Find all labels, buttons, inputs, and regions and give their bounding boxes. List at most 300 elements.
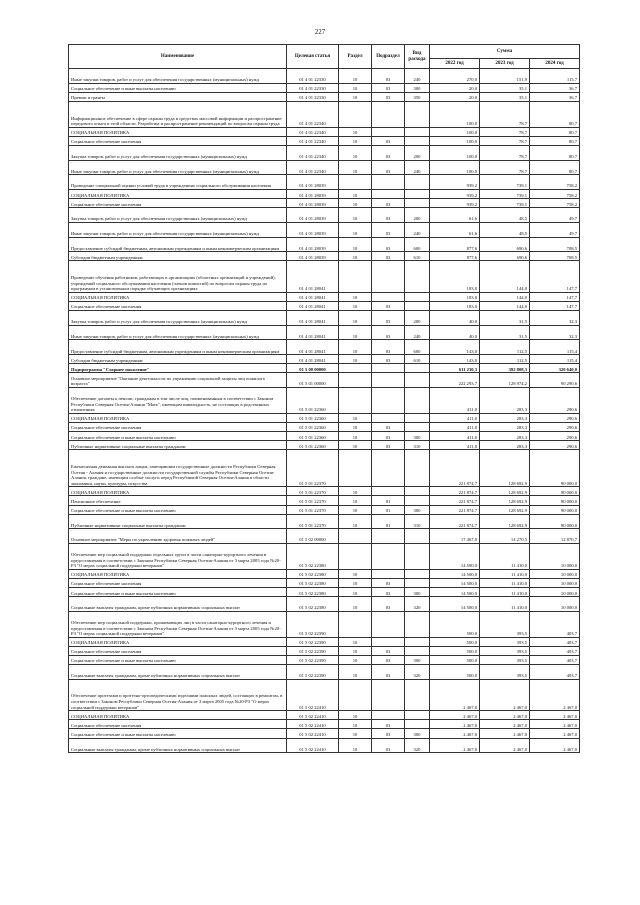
row-sum-2023: 393,5 <box>480 637 530 646</box>
table-row <box>69 311 580 326</box>
row-sum-2024: 32,3 <box>530 311 580 326</box>
row-subsection: 03 <box>372 252 405 261</box>
table-row <box>69 199 580 208</box>
row-sum-2024: 36,7 <box>530 83 580 92</box>
row-name: Социальное обеспечение населения <box>69 422 287 431</box>
row-expense-type: 240 <box>405 325 430 340</box>
table-row <box>69 364 580 373</box>
row-subsection <box>372 190 405 199</box>
row-section: 10 <box>339 487 372 496</box>
row-sum-2022: 411,0 <box>430 413 480 422</box>
row-sum-2022: 411,0 <box>430 422 480 431</box>
row-subsection: 03 <box>372 311 405 326</box>
header-target: Целевая статья <box>287 45 339 69</box>
table-row <box>69 720 580 729</box>
row-expense-type: 300 <box>405 588 430 597</box>
row-sum-2024: 115,4 <box>530 340 580 355</box>
row-sum-2022: 183,0 <box>430 292 480 301</box>
row-section: 10 <box>339 340 372 355</box>
row-sum-2023: 11 410,0 <box>480 569 530 578</box>
row-sum-2024: 147,7 <box>530 261 580 293</box>
row-sum-2022: 500,0 <box>430 611 480 637</box>
row-name: Социальное обеспечение и иные выплаты населению <box>69 505 287 514</box>
row-target: 01 5 01 22360 <box>287 441 339 450</box>
row-sum-2022: 411,0 <box>430 432 480 441</box>
row-subsection <box>372 450 405 487</box>
row-subsection <box>372 544 405 570</box>
row-subsection: 03 <box>372 208 405 223</box>
row-name: Публичные нормативные социальные выплаты гражданам <box>69 441 287 450</box>
row-name: Проведение обучения работников, работающих в организациях (областных организаций и учреждений), учреждений социального обслуживания населения (членов комиссий) по вопросам охраны труда по программам в установленном порядке обучающих организациях <box>69 261 287 293</box>
row-target: 01 5 02 22410 <box>287 729 339 738</box>
table-row <box>69 432 580 441</box>
row-expense-type: 610 <box>405 252 430 261</box>
row-section <box>339 175 372 190</box>
table-row <box>69 160 580 175</box>
row-expense-type: 200 <box>405 311 430 326</box>
row-name: СОЦИАЛЬНАЯ ПОЛИТИКА <box>69 487 287 496</box>
row-sum-2022: 2 467,0 <box>430 720 480 729</box>
row-name: Информационное обеспечение в сфере охраны труда в средствах массовой информации и распространение передового опыта в этой области. Разработка и распространение рекомендаций по вопросам охраны труда <box>69 101 287 127</box>
row-sum-2023: 11 410,0 <box>480 544 530 570</box>
row-sum-2024: 2 467,0 <box>530 738 580 753</box>
row-section: 10 <box>339 92 372 101</box>
row-sum-2024: 80,7 <box>530 136 580 145</box>
table-row <box>69 514 580 529</box>
row-expense-type: 200 <box>405 208 430 223</box>
row-sum-2023: 128 692,9 <box>480 505 530 514</box>
row-sum-2024: 80,7 <box>530 160 580 175</box>
row-expense-type: 240 <box>405 222 430 237</box>
row-subsection <box>372 569 405 578</box>
table-row <box>69 529 580 544</box>
table-row <box>69 569 580 578</box>
row-sum-2024: 115,7 <box>530 69 580 84</box>
row-expense-type: 240 <box>405 160 430 175</box>
row-sum-2023: 78,7 <box>480 127 530 136</box>
row-subsection <box>372 611 405 637</box>
row-sum-2022: 100,0 <box>430 145 480 160</box>
row-section: 10 <box>339 83 372 92</box>
row-sum-2022: 183,0 <box>430 301 480 310</box>
table-row <box>69 450 580 487</box>
row-sum-2024: 403,7 <box>530 655 580 664</box>
row-target: 01 5 02 22390 <box>287 646 339 655</box>
row-subsection <box>372 679 405 711</box>
row-target: 01 5 02 22390 <box>287 665 339 680</box>
row-name: Обеспечение доплаты к пенсии, гражданам в том числе лиц, поименованным в соответствии с Законом Республики Северная Осетия-Алания "Мать", имеющим инвалидность, не состоящих в родственных отношениях <box>69 387 287 413</box>
row-sum-2023: 128 692,9 <box>480 487 530 496</box>
row-subsection <box>372 711 405 720</box>
row-subsection <box>372 487 405 496</box>
row-expense-type <box>405 422 430 431</box>
row-target: 01 5 02 22380 <box>287 544 339 570</box>
header-name: Наименование <box>69 45 287 69</box>
row-target: 01 4 01 22330 <box>287 69 339 84</box>
row-section: 10 <box>339 569 372 578</box>
row-expense-type <box>405 387 430 413</box>
row-expense-type <box>405 413 430 422</box>
row-expense-type: 310 <box>405 514 430 529</box>
row-target: 01 5 01 22370 <box>287 505 339 514</box>
row-name: СОЦИАЛЬНАЯ ПОЛИТИКА <box>69 569 287 578</box>
row-name: Закупка товаров, работ и услуг для обеспечения государственных (муниципальных) нужд <box>69 145 287 160</box>
row-name: Социальное обеспечение населения <box>69 578 287 587</box>
budget-table <box>68 44 580 753</box>
row-target: 01 4 01 22340 <box>287 136 339 145</box>
row-expense-type <box>405 544 430 570</box>
row-section: 10 <box>339 160 372 175</box>
table-row <box>69 413 580 422</box>
row-sum-2023: 2 467,0 <box>480 729 530 738</box>
row-name: Предоставление субсидий бюджетным, автономным учреждениям и иным некоммерческим организациям <box>69 340 287 355</box>
row-subsection: 03 <box>372 325 405 340</box>
row-target: 01 4 01 28039 <box>287 190 339 199</box>
row-subsection: 03 <box>372 432 405 441</box>
row-name: Закупка товаров, работ и услуг для обеспечения государственных (муниципальных) нужд <box>69 311 287 326</box>
row-expense-type: 300 <box>405 505 430 514</box>
row-sum-2022: 2 467,0 <box>430 711 480 720</box>
row-sum-2024: 90 000,0 <box>530 496 580 505</box>
row-sum-2022: 2 467,0 <box>430 738 480 753</box>
table-row <box>69 637 580 646</box>
row-sum-2023: 78,7 <box>480 101 530 127</box>
row-sum-2024: 12 870,7 <box>530 529 580 544</box>
row-expense-type: 320 <box>405 665 430 680</box>
row-sum-2022: 14 500,0 <box>430 569 480 578</box>
row-target: 01 4 01 22340 <box>287 127 339 136</box>
row-name: Субсидии бюджетным учреждениям <box>69 252 287 261</box>
table-row <box>69 190 580 199</box>
row-section: 10 <box>339 222 372 237</box>
row-section: 10 <box>339 729 372 738</box>
row-subsection <box>372 637 405 646</box>
row-target: 01 5 02 22410 <box>287 711 339 720</box>
row-name: Иные закупки товаров, работ и услуг для обеспечения государственных (муниципальных) нужд <box>69 69 287 84</box>
row-name: СОЦИАЛЬНАЯ ПОЛИТИКА <box>69 127 287 136</box>
table-row <box>69 301 580 310</box>
table-row <box>69 261 580 293</box>
row-section: 10 <box>339 646 372 655</box>
row-target: 01 5 02 22380 <box>287 597 339 612</box>
row-target: 01 5 01 00000 <box>287 373 339 388</box>
row-sum-2022: 14 500,0 <box>430 588 480 597</box>
row-sum-2023: 112,5 <box>480 340 530 355</box>
row-sum-2023: 128 692,9 <box>480 514 530 529</box>
row-sum-2022: 100,0 <box>430 136 480 145</box>
row-section <box>339 529 372 544</box>
table-row <box>69 646 580 655</box>
row-expense-type: 610 <box>405 355 430 364</box>
row-target: 01 4 01 28041 <box>287 325 339 340</box>
table-row <box>69 208 580 223</box>
row-expense-type: 310 <box>405 441 430 450</box>
row-section: 10 <box>339 711 372 720</box>
row-name: Социальные выплаты гражданам, кроме публичных нормативных социальных выплат <box>69 597 287 612</box>
row-sum-2024: 10 000,0 <box>530 578 580 587</box>
row-sum-2024: 36,7 <box>530 92 580 101</box>
row-subsection: 03 <box>372 222 405 237</box>
row-name: Проведение специальной оценки условий труда в учреждениях социального обслуживания населения <box>69 175 287 190</box>
table-row <box>69 136 580 145</box>
table-row <box>69 101 580 127</box>
row-sum-2022: 500,0 <box>430 665 480 680</box>
row-sum-2022: 877,6 <box>430 252 480 261</box>
row-sum-2022: 40,0 <box>430 325 480 340</box>
row-target: 01 4 01 28041 <box>287 311 339 326</box>
row-name: Социальное обеспечение и иные выплаты населению <box>69 729 287 738</box>
row-sum-2023: 31,5 <box>480 311 530 326</box>
row-sum-2022: 500,0 <box>430 646 480 655</box>
table-row <box>69 611 580 637</box>
row-sum-2024: 290,6 <box>530 441 580 450</box>
row-expense-type <box>405 711 430 720</box>
row-expense-type <box>405 175 430 190</box>
row-subsection: 01 <box>372 505 405 514</box>
row-name: Иные закупки товаров, работ и услуг для обеспечения государственных (муниципальных) нужд <box>69 222 287 237</box>
row-sum-2023: 283,3 <box>480 441 530 450</box>
row-sum-2024: 80,7 <box>530 145 580 160</box>
row-subsection: 03 <box>372 160 405 175</box>
row-name: Основное мероприятие "Меры по укреплению здоровья пожилых людей" <box>69 529 287 544</box>
row-name: СОЦИАЛЬНАЯ ПОЛИТИКА <box>69 413 287 422</box>
row-sum-2023: 739,1 <box>480 175 530 190</box>
row-expense-type: 350 <box>405 92 430 101</box>
row-sum-2023: 151,9 <box>480 69 530 84</box>
row-sum-2023: 2 467,0 <box>480 711 530 720</box>
row-sum-2023: 283,3 <box>480 413 530 422</box>
row-target: 01 4 01 22340 <box>287 160 339 175</box>
row-subsection <box>372 373 405 388</box>
row-sum-2023: 393,5 <box>480 665 530 680</box>
row-sum-2023: 78,7 <box>480 160 530 175</box>
table-row <box>69 544 580 570</box>
row-expense-type <box>405 487 430 496</box>
row-name: Обеспечение мер социальной поддержки отдельных групп в части санаторно-курортного лечения и предоставления в соответствии с Законом Республики Северная Осетия-Алания от 3 марта 2005 года №20-РЗ "О мерах социальной поддержки ветеранов" <box>69 544 287 570</box>
row-name: Социальное обеспечение населения <box>69 199 287 208</box>
row-sum-2022: 14 500,0 <box>430 597 480 612</box>
row-section: 10 <box>339 432 372 441</box>
table-row <box>69 665 580 680</box>
table-row <box>69 597 580 612</box>
row-sum-2022: 939,2 <box>430 175 480 190</box>
row-subsection: 03 <box>372 301 405 310</box>
row-name: Закупка товаров, работ и услуг для обеспечения государственных (муниципальных) нужд <box>69 208 287 223</box>
row-section <box>339 101 372 127</box>
row-sum-2023: 35,1 <box>480 92 530 101</box>
row-expense-type <box>405 578 430 587</box>
table-row <box>69 83 580 92</box>
row-sum-2022: 100,0 <box>430 127 480 136</box>
row-sum-2024: 290,6 <box>530 387 580 413</box>
row-sum-2022: 500,0 <box>430 655 480 664</box>
row-sum-2023: 78,7 <box>480 145 530 160</box>
row-target: 01 5 01 22360 <box>287 422 339 431</box>
row-sum-2024: 147,7 <box>530 292 580 301</box>
row-sum-2023: 2 467,0 <box>480 720 530 729</box>
row-subsection: 03 <box>372 441 405 450</box>
table-row <box>69 237 580 252</box>
row-target: 01 5 01 22370 <box>287 514 339 529</box>
row-expense-type: 300 <box>405 655 430 664</box>
row-target: 01 5 02 22390 <box>287 637 339 646</box>
row-target: 01 4 01 28039 <box>287 208 339 223</box>
row-sum-2024: 90 000,0 <box>530 450 580 487</box>
row-target: 01 5 02 22380 <box>287 588 339 597</box>
table-row <box>69 69 580 84</box>
row-sum-2024: 403,7 <box>530 665 580 680</box>
row-subsection <box>372 364 405 373</box>
row-sum-2024: 403,7 <box>530 646 580 655</box>
row-sum-2024: 758,2 <box>530 199 580 208</box>
row-sum-2022: 221 874,7 <box>430 496 480 505</box>
row-sum-2023: 128 692,9 <box>480 496 530 505</box>
header-expense-type: Вид расхода <box>405 45 430 69</box>
row-subsection: 03 <box>372 729 405 738</box>
row-sum-2023: 690,6 <box>480 252 530 261</box>
row-sum-2023: 31,5 <box>480 325 530 340</box>
row-section <box>339 364 372 373</box>
row-expense-type <box>405 364 430 373</box>
row-target: 01 5 00 00000 <box>287 364 339 373</box>
row-section: 10 <box>339 588 372 597</box>
table-row <box>69 729 580 738</box>
table-row <box>69 655 580 664</box>
row-subsection: 03 <box>372 69 405 84</box>
row-sum-2023: 392 808,3 <box>480 364 530 373</box>
row-target: 01 4 01 22340 <box>287 145 339 160</box>
header-sum: Сумма <box>430 45 580 59</box>
row-name: Предоставление субсидий бюджетным, автономным учреждениям и иным некоммерческим организациям <box>69 237 287 252</box>
table-row <box>69 679 580 711</box>
row-expense-type: 300 <box>405 432 430 441</box>
row-subsection: 03 <box>372 422 405 431</box>
table-row <box>69 145 580 160</box>
row-sum-2023: 11 410,0 <box>480 597 530 612</box>
row-subsection <box>372 101 405 127</box>
row-section: 10 <box>339 441 372 450</box>
row-subsection <box>372 387 405 413</box>
row-target: 01 4 01 22340 <box>287 101 339 127</box>
row-sum-2022: 20,0 <box>430 92 480 101</box>
row-section: 10 <box>339 199 372 208</box>
row-section: 10 <box>339 422 372 431</box>
row-name: Социальное обеспечение и иные выплаты населению <box>69 432 287 441</box>
row-sum-2023: 144,0 <box>480 261 530 293</box>
row-sum-2024: 290,6 <box>530 432 580 441</box>
row-section: 10 <box>339 252 372 261</box>
row-expense-type <box>405 450 430 487</box>
row-sum-2022: 222 293,7 <box>430 373 480 388</box>
row-expense-type <box>405 301 430 310</box>
row-target: 01 5 02 22380 <box>287 578 339 587</box>
row-sum-2022: 2 467,0 <box>430 679 480 711</box>
row-section <box>339 387 372 413</box>
row-sum-2024: 10 000,0 <box>530 544 580 570</box>
row-sum-2022: 411,0 <box>430 441 480 450</box>
row-sum-2022: 221 874,7 <box>430 505 480 514</box>
row-sum-2022: 221 874,7 <box>430 487 480 496</box>
row-sum-2024: 403,7 <box>530 611 580 637</box>
row-sum-2024: 49,7 <box>530 208 580 223</box>
row-section: 10 <box>339 136 372 145</box>
row-sum-2023: 128 692,9 <box>480 450 530 487</box>
row-subsection: 03 <box>372 597 405 612</box>
row-expense-type <box>405 136 430 145</box>
row-sum-2022: 14 500,0 <box>430 544 480 570</box>
row-sum-2023: 283,3 <box>480 387 530 413</box>
row-section: 10 <box>339 292 372 301</box>
row-target: 01 5 02 22390 <box>287 655 339 664</box>
row-name: СОЦИАЛЬНАЯ ПОЛИТИКА <box>69 711 287 720</box>
row-name: Социальное обеспечение и иные выплаты населению <box>69 655 287 664</box>
row-name: Социальные выплаты гражданам, кроме публичных нормативных социальных выплат <box>69 738 287 753</box>
row-subsection: 03 <box>372 588 405 597</box>
row-target: 01 4 01 22330 <box>287 92 339 101</box>
row-target: 01 5 02 22410 <box>287 720 339 729</box>
row-name: СОЦИАЛЬНАЯ ПОЛИТИКА <box>69 637 287 646</box>
row-name: Социальное обеспечение и иные выплаты населению <box>69 83 287 92</box>
row-expense-type: 320 <box>405 597 430 612</box>
row-subsection: 03 <box>372 237 405 252</box>
row-sum-2023: 144,0 <box>480 301 530 310</box>
row-sum-2022: 411,0 <box>430 387 480 413</box>
row-expense-type <box>405 190 430 199</box>
table-row <box>69 578 580 587</box>
row-sum-2023: 283,3 <box>480 432 530 441</box>
row-sum-2023: 78,7 <box>480 136 530 145</box>
row-name: Социальное обеспечение населения <box>69 720 287 729</box>
row-expense-type <box>405 646 430 655</box>
row-subsection: 03 <box>372 655 405 664</box>
row-sum-2023: 11 410,0 <box>480 588 530 597</box>
row-sum-2022: 100,0 <box>430 160 480 175</box>
row-sum-2024: 708,5 <box>530 252 580 261</box>
table-row <box>69 252 580 261</box>
row-section: 10 <box>339 514 372 529</box>
row-subsection <box>372 529 405 544</box>
row-target: 01 5 01 22370 <box>287 450 339 487</box>
row-name: Публичные нормативные социальные выплаты гражданам <box>69 514 287 529</box>
row-name: Обеспечение мер социальной поддержки, проживающих лиц в части санаторно-курортного лечения и предоставления в соответствии с Законом Республики Северная Осетия-Алания от 3 марта 2005 года №20-РЗ "О мерах социальной поддержки ветеранов" <box>69 611 287 637</box>
row-sum-2023: 14 270,5 <box>480 529 530 544</box>
header-section: Раздел <box>339 45 372 69</box>
row-section: 10 <box>339 69 372 84</box>
row-target: 01 5 01 22370 <box>287 487 339 496</box>
row-subsection <box>372 413 405 422</box>
row-sum-2023: 48,5 <box>480 222 530 237</box>
row-sum-2022: 877,6 <box>430 237 480 252</box>
row-section: 10 <box>339 637 372 646</box>
row-target: 01 5 01 22370 <box>287 496 339 505</box>
table-row <box>69 222 580 237</box>
row-name: Ежемесячная денежная выплата лицам, замещавшим государственные должности Республики Северная Осетия - Алания и государственные должности государственной службы Республики Северная Осетия-Алания, граждане, имеющим особые заслуги перед Республикой Северная Осетия-Алания в области экономики, науки, культуры, искусства <box>69 450 287 487</box>
row-subsection <box>372 292 405 301</box>
row-expense-type <box>405 679 430 711</box>
row-sum-2023: 48,5 <box>480 208 530 223</box>
table-row <box>69 292 580 301</box>
row-section <box>339 544 372 570</box>
row-sum-2022: 143,0 <box>430 355 480 364</box>
row-expense-type: 240 <box>405 69 430 84</box>
row-expense-type <box>405 261 430 293</box>
row-sum-2024: 90 000,0 <box>530 514 580 529</box>
row-expense-type <box>405 720 430 729</box>
row-subsection: 03 <box>372 578 405 587</box>
row-sum-2024: 2 467,0 <box>530 711 580 720</box>
row-name: Премии и гранты <box>69 92 287 101</box>
row-section: 10 <box>339 301 372 310</box>
